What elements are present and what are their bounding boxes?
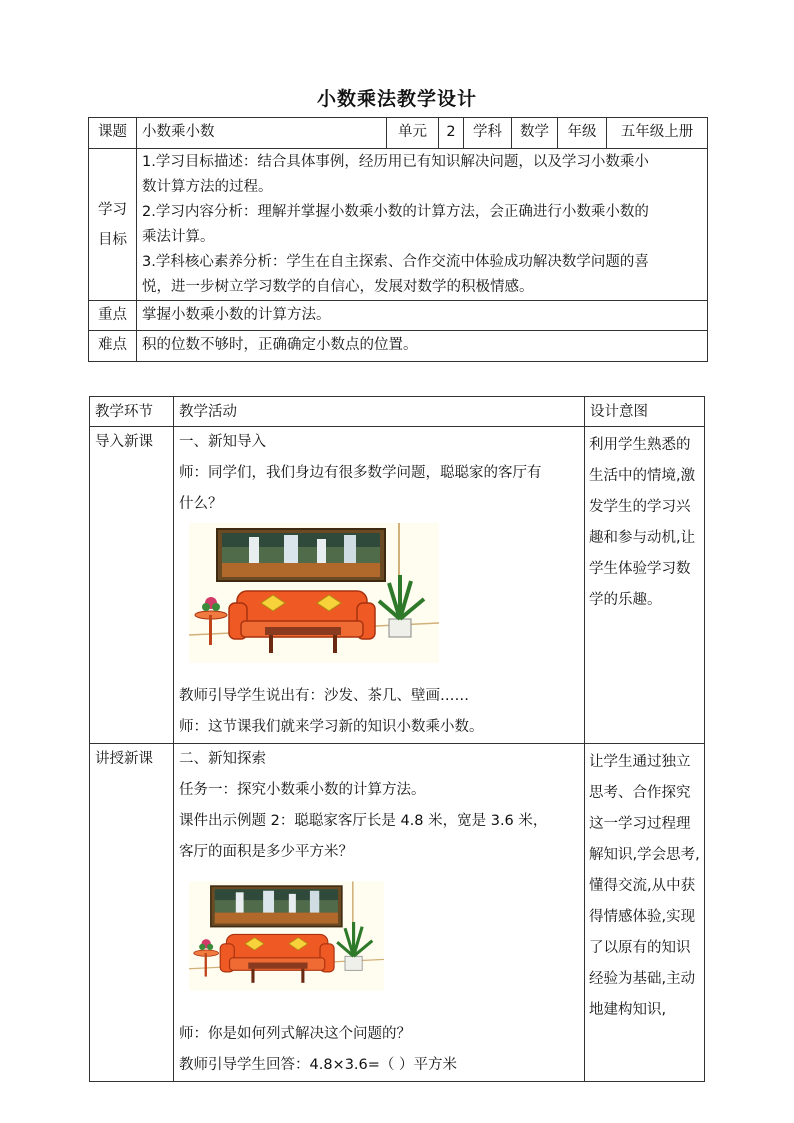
key-label: 重点 [89,301,137,331]
objective-label [89,149,137,301]
activity-line: 课件出示例题 2：聪聪家客厅长是 4.8 米，宽是 3.6 米， [179,813,548,829]
objective-label-line: 学习 [98,201,127,218]
living-room-image [189,523,439,663]
activity-line: 什么？ [179,496,223,512]
intent-new-lesson: 让学生通过独立思考、合作探究这一学习过程理解知识,学会思考,懂得交流,从中获得情感体验,实现了以原有的知识经验为基础,主动地建构知识, [585,744,705,1082]
header-intent: 设计意图 [585,397,705,427]
topic-value: 小数乘小数 [137,118,387,149]
objective-line: 1.学习目标描述：结合具体事例，经历用已有知识解决问题，以及学习小数乘小 [142,153,649,170]
stage-new-lesson: 讲授新课 [90,744,174,1082]
activity-intro [174,427,585,744]
objective-line: 悦，进一步树立学习数学的自信心，发展对数学的积极情感。 [142,278,534,295]
activity-new-lesson [174,744,585,1082]
header-activity: 教学活动 [174,397,585,427]
unit-label: 单元 [387,118,439,149]
activity-line: 师：这节课我们就来学习新的知识小数乘小数。 [179,719,484,735]
subject-value: 数学 [512,118,558,149]
objective-line: 3.学科核心素养分析：学生在自主探索、合作交流中体验成功解决数学问题的喜 [142,253,649,270]
activity-line: 任务一：探究小数乘小数的计算方法。 [179,782,426,798]
intent-intro: 利用学生熟悉的生活中的情境,激发学生的学习兴趣和参与动机,让学生体验学习数学的乐趣。 [585,427,705,744]
topic-label: 课题 [89,118,137,149]
activity-line: 二、新知探索 [179,751,266,767]
living-room-illustration [189,523,579,675]
grade-label: 年级 [558,118,607,149]
difficulty-label: 难点 [89,331,137,362]
objective-label-line: 目标 [98,231,127,248]
key-value: 掌握小数乘小数的计算方法。 [137,301,708,331]
unit-value: 2 [439,118,464,149]
activity-line: 师：同学们，我们身边有很多数学问题，聪聪家的客厅有 [179,465,542,481]
living-room-illustration [189,871,579,1013]
activity-line: 客厅的面积是多少平方米？ [179,844,353,860]
activity-line: 教师引导学生说出有：沙发、茶几、壁画…… [179,688,469,704]
activity-line: 一、新知导入 [179,434,266,450]
subject-label: 学科 [464,118,512,149]
header-stage: 教学环节 [90,397,174,427]
objective-line: 2.学习内容分析：理解并掌握小数乘小数的计算方法，会正确进行小数乘小数的 [142,203,649,220]
living-room-image [189,871,384,1001]
activity-line: 教师引导学生回答：4.8×3.6=（ ）平方米 [179,1057,458,1073]
difficulty-value: 积的位数不够时，正确确定小数点的位置。 [137,331,708,362]
objectives-cell [137,149,708,301]
stage-intro: 导入新课 [90,427,174,744]
objective-line: 乘法计算。 [142,228,215,245]
objective-line: 数计算方法的过程。 [142,178,273,195]
lesson-info-table [88,117,708,362]
teaching-process-table [89,396,705,1082]
grade-value: 五年级上册 [607,118,708,149]
page-title: 小数乘法教学设计 [316,88,477,110]
activity-line: 师：你是如何列式解决这个问题的？ [179,1026,411,1042]
